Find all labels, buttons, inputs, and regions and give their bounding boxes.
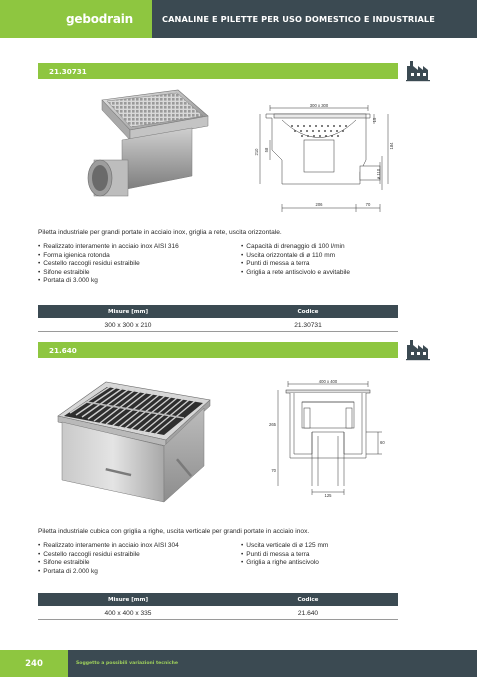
dim-top-width: 400 x 400 <box>318 379 338 384</box>
feature-item: • Punti di messa a terra <box>241 260 411 269</box>
feature-item: • Portata di 3.000 kg <box>38 277 248 286</box>
product-1-description: Piletta industriale per grandi portate in acciaio inox, griglia a rete, uscita orizzontale. <box>38 229 282 236</box>
table-cell-code: 21.30731 <box>294 321 322 329</box>
dim-offset: 70 <box>365 202 371 207</box>
header-title-bar <box>152 0 477 38</box>
product-2-code: 21.640 <box>49 345 77 355</box>
feature-item: • Sifone estraibile <box>38 559 248 568</box>
product-1-table-header <box>38 305 398 318</box>
product-1-code: 21.30731 <box>49 66 87 76</box>
feature-item: • Cestello raccogli residui estraibile <box>38 551 248 560</box>
footer-note: Soggetto a possibili variazioni tecniche <box>76 661 178 666</box>
dim-outlet: ø 110 <box>376 168 381 180</box>
product-1-features-left <box>38 243 248 286</box>
dim-side: 60 <box>380 440 385 445</box>
product-1-photo <box>80 86 230 216</box>
product-1-drawing <box>252 100 402 215</box>
dim-top-width: 300 x 300 <box>309 103 329 108</box>
table-row <box>38 607 398 620</box>
page-number: 240 <box>0 650 68 677</box>
dim-bottom: 125 <box>324 493 332 498</box>
feature-item: • Griglia a righe antiscivolo <box>241 559 411 568</box>
table-col-code: Codice <box>297 308 319 315</box>
brand-logo <box>0 0 152 38</box>
product-2-features-right <box>241 542 411 568</box>
feature-item: • Capacità di drenaggio di 100 l/min <box>241 243 411 252</box>
product-2-features-left <box>38 542 248 576</box>
product-2-photo <box>52 378 222 508</box>
feature-item: • Griglia a rete antiscivolo e avvitabile <box>241 269 411 278</box>
table-row <box>38 319 398 332</box>
dim-height: 210 <box>254 148 259 156</box>
feature-item: • Realizzato interamente in acciaio inox AISI 304 <box>38 542 248 551</box>
feature-item: • Uscita verticale di ø 125 mm <box>241 542 411 551</box>
page-title: CANALINE E PILETTE PER USO DOMESTICO E INDUSTRIALE <box>162 14 435 24</box>
page-header <box>0 0 477 38</box>
product-2-table-header <box>38 593 398 606</box>
feature-item: • Cestello raccogli residui estraibile <box>38 260 248 269</box>
table-col-measures: Misure [mm] <box>107 596 149 603</box>
dim-height: 265 <box>269 422 276 427</box>
table-cell-code: 21.640 <box>297 609 319 617</box>
page-footer <box>0 650 477 677</box>
product-2-description: Piletta industriale cubica con griglia a righe, uscita verticale per grandi portate in acciaio inox. <box>38 528 310 535</box>
feature-item: • Sifone estraibile <box>38 269 248 278</box>
feature-item: • Forma igienica rotonda <box>38 252 248 261</box>
product-2-code-bar <box>38 342 398 358</box>
dim-total-height: 184 <box>389 142 394 150</box>
product-2-drawing <box>258 376 398 498</box>
table-cell-measures: 400 x 400 x 335 <box>104 609 152 617</box>
dim-lower: 70 <box>271 468 276 473</box>
table-col-code: Codice <box>297 596 319 603</box>
feature-item: • Portata di 2.000 kg <box>38 568 248 577</box>
dim-bottom-width: 206 <box>315 202 323 207</box>
factory-icon <box>404 58 434 82</box>
feature-item: • Punti di messa a terra <box>241 551 411 560</box>
feature-item: • Uscita orizzontale di ø 110 mm <box>241 252 411 261</box>
table-col-measures: Misure [mm] <box>107 308 149 315</box>
factory-icon <box>404 337 434 361</box>
product-1-code-bar <box>38 63 398 79</box>
dim-side-small: 15 <box>372 117 377 123</box>
dim-depth: 58 <box>264 147 269 153</box>
brand-name: gebodrain <box>66 12 134 26</box>
table-cell-measures: 300 x 300 x 210 <box>104 321 152 329</box>
feature-item: • Realizzato interamente in acciaio inox AISI 316 <box>38 243 248 252</box>
product-1-features-right <box>241 243 411 277</box>
